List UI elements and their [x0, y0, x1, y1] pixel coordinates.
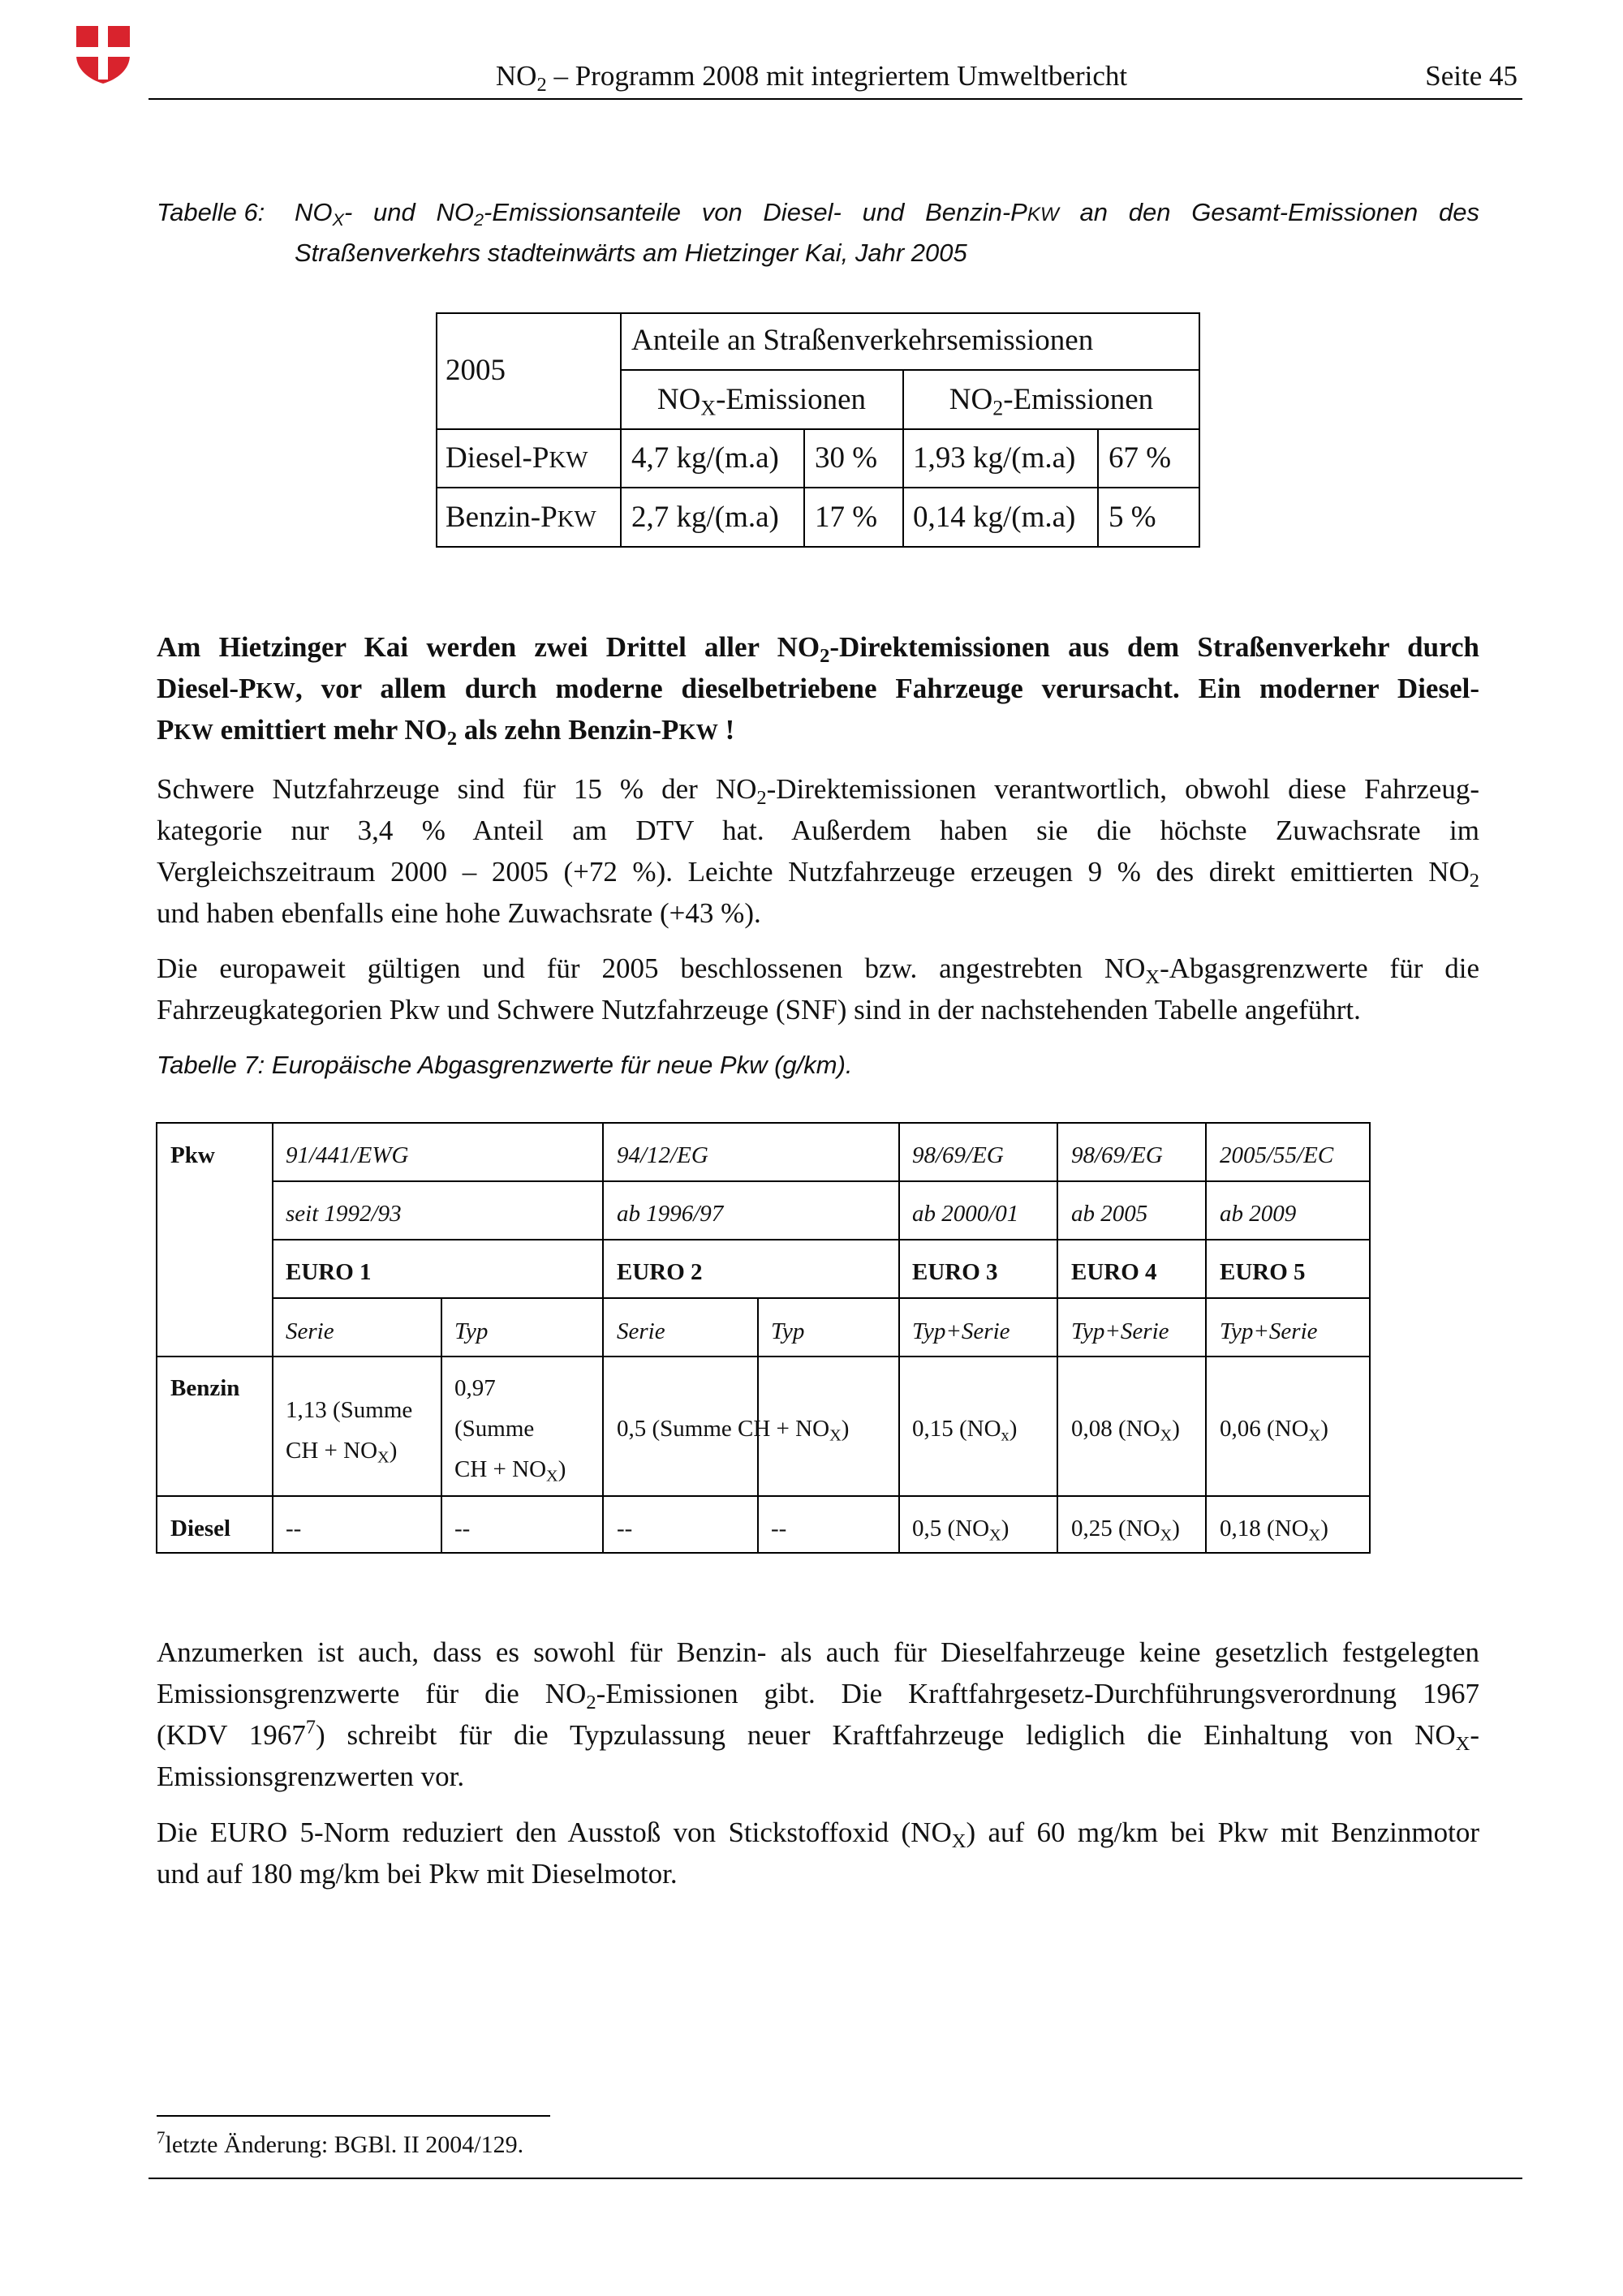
table6-cell: 1,93 kg/(m.a): [913, 441, 1076, 475]
paragraph-1-line: Diesel-PKW, vor allem durch moderne dieselbetriebene Fahrzeuge verursacht. Ein moderner Diesel-: [157, 673, 1479, 704]
table7-since: seit 1992/93: [286, 1201, 402, 1227]
table6-caption-line1: $NO_X-$ und $NO_2$-Emissionsanteile von Diesel- und Benzin-PKW an den Gesamt-Emissionen des: [295, 198, 1479, 230]
table7-euro-class: EURO 2: [617, 1259, 703, 1285]
table6-cell: 2,7 kg/(m.a): [631, 501, 779, 534]
page-number: Seite 45: [1425, 60, 1518, 92]
footer-divider: [149, 2178, 1522, 2179]
table6-cell: 17 %: [815, 501, 878, 534]
paragraph-4-line: Emissionsgrenzwerten vor.: [157, 1761, 465, 1792]
table6-year-header: 2005: [446, 354, 506, 387]
table7-since: ab 2000/01: [912, 1201, 1019, 1227]
table6-row-label: Benzin-PKW: [446, 501, 596, 534]
table7-type: Typ: [771, 1318, 805, 1344]
table7-benzin-euro4: 0,08 $(NO_X)$: [1071, 1416, 1180, 1445]
table7-diesel-label: Diesel: [170, 1516, 231, 1541]
paragraph-2-line: Vergleichszeitraum 2000 – 2005 (+72 %). Leichte Nutzfahrzeuge erzeugen 9 % des direkt emittierten $NO_2$: [157, 856, 1479, 892]
table6-caption-label: Tabelle 6:: [157, 198, 265, 226]
table7-diesel-cell: --: [286, 1516, 302, 1541]
table7-diesel-euro5: 0,18 $(NO_X)$: [1220, 1516, 1328, 1545]
table7-benzin-euro3: 0,15 $(NO_x)$: [912, 1416, 1018, 1445]
table7-directive: 91/441/EWG: [286, 1142, 409, 1168]
paragraph-2-line: und haben ebenfalls eine hohe Zuwachsrate (+43 %).: [157, 897, 761, 929]
table7-since: ab 2005: [1071, 1201, 1148, 1227]
table6-cell: 4,7 kg/(m.a): [631, 441, 779, 475]
table7-directive: 2005/55/EC: [1220, 1142, 1334, 1168]
table6-emission-shares: [436, 312, 1200, 548]
paragraph-3-line: Die europaweit gültigen und für 2005 beschlossenen bzw. angestrebten $NO_X$-Abgasgrenzwerte für die: [157, 952, 1479, 988]
table7-caption: Tabelle 7: Europäische Abgasgrenzwerte für neue Pkw (g/km).: [157, 1051, 853, 1079]
table7-type: Typ+Serie: [1071, 1318, 1169, 1344]
paragraph-1-line: PKW emittiert mehr $NO_2$ als zehn Benzin-PKW !: [157, 714, 735, 750]
paragraph-1-line: Am Hietzinger Kai werden zwei Drittel aller $NO_2$-Direktemissionen aus dem Straßenverkehr durch: [157, 631, 1479, 667]
table7-since: ab 2009: [1220, 1201, 1297, 1227]
table7-type: Typ+Serie: [1220, 1318, 1318, 1344]
table6-row-label: Diesel-PKW: [446, 441, 588, 475]
table7-benzin-euro2: 0,5 (Summe CH + $NO_X$): [617, 1416, 850, 1445]
table7-since: ab 1996/97: [617, 1201, 724, 1227]
table6-no2-header: $NO_2$-Emissionen: [949, 383, 1154, 420]
table7-benzin-euro1-typ: 0,97 (Summe CH + $NO_X$): [454, 1375, 566, 1486]
paragraph-4-line: Emissionsgrenzwerte für die $NO_2$-Emissionen gibt. Die Kraftfahrgesetz-Durchführungsverordnung 1967: [157, 1678, 1480, 1713]
table7-diesel-cell: --: [617, 1516, 633, 1541]
table7-pkw-header: Pkw: [170, 1142, 215, 1168]
table7-benzin-label: Benzin: [170, 1375, 240, 1401]
table7-benzin-euro5: 0,06 $(NO_X)$: [1220, 1416, 1328, 1445]
paragraph-3-line: Fahrzeugkategorien Pkw und Schwere Nutzfahrzeuge (SNF) sind in der nachstehenden Tabelle angeführt.: [157, 994, 1361, 1025]
paragraph-4-line: (KDV 1967$^7$) schreibt für die Typzulassung neuer Kraftfahrzeuge lediglich die Einhaltung von $NO_X-$: [157, 1716, 1479, 1755]
table7-euro-class: EURO 4: [1071, 1259, 1157, 1285]
header-title: $NO_2$ – Programm 2008 mit integriertem Umweltbericht: [495, 60, 1128, 96]
table7-type: Typ+Serie: [912, 1318, 1010, 1344]
table7-emission-limits: [156, 1122, 1371, 1554]
paragraph-2-line: Schwere Nutzfahrzeuge sind für 15 % der $NO_2$-Direktemissionen verantwortlich, obwohl diese Fahrzeug-: [157, 773, 1479, 809]
table7-type: Typ: [454, 1318, 489, 1344]
footnote-divider: [157, 2115, 550, 2117]
table7-directive: 98/69/EG: [1071, 1142, 1163, 1168]
table7-diesel-cell: --: [771, 1516, 787, 1541]
paragraph-4-line: Anzumerken ist auch, dass es sowohl für Benzin- als auch für Dieselfahrzeuge keine gesetzlich festgelegten: [157, 1636, 1479, 1668]
header-divider: [149, 98, 1522, 100]
table6-group-header: Anteile an Straßenverkehrsemissionen: [631, 324, 1094, 357]
table7-type: Serie: [286, 1318, 334, 1344]
paragraph-5-line: und auf 180 mg/km bei Pkw mit Dieselmotor.: [157, 1858, 678, 1890]
table6-cell: 0,14 kg/(m.a): [913, 501, 1076, 534]
table6-cell: 30 %: [815, 441, 878, 475]
table7-euro-class: EURO 5: [1220, 1259, 1306, 1285]
table6-nox-header: $NO_X$-Emissionen: [657, 383, 867, 420]
table7-diesel-cell: --: [454, 1516, 471, 1541]
table6-caption-line2: Straßenverkehrs stadteinwärts am Hietzinger Kai, Jahr 2005: [295, 239, 967, 267]
table6-cell: 67 %: [1109, 441, 1172, 475]
table7-euro-class: EURO 3: [912, 1259, 998, 1285]
paragraph-2-line: kategorie nur 3,4 % Anteil am DTV hat. Außerdem haben sie die höchste Zuwachsrate im: [157, 815, 1479, 846]
table7-diesel-euro4: 0,25 $(NO_X)$: [1071, 1516, 1180, 1545]
table7-directive: 98/69/EG: [912, 1142, 1004, 1168]
footnote: $^7$letzte Änderung: BGBl. II 2004/129.: [157, 2127, 524, 2158]
table7-diesel-euro3: 0,5 $(NO_X)$: [912, 1516, 1010, 1545]
paragraph-5-line: Die EURO 5-Norm reduziert den Ausstoß von Stickstoffoxid $(NO_X)$ auf 60 mg/km bei Pkw mit Benzinmotor: [157, 1817, 1479, 1852]
table7-benzin-euro1-serie: 1,13 (Summe CH + $NO_X$): [286, 1397, 413, 1467]
table7-directive: 94/12/EG: [617, 1142, 708, 1168]
table6-cell: 5 %: [1109, 501, 1156, 534]
table7-euro-class: EURO 1: [286, 1259, 372, 1285]
table7-type: Serie: [617, 1318, 665, 1344]
